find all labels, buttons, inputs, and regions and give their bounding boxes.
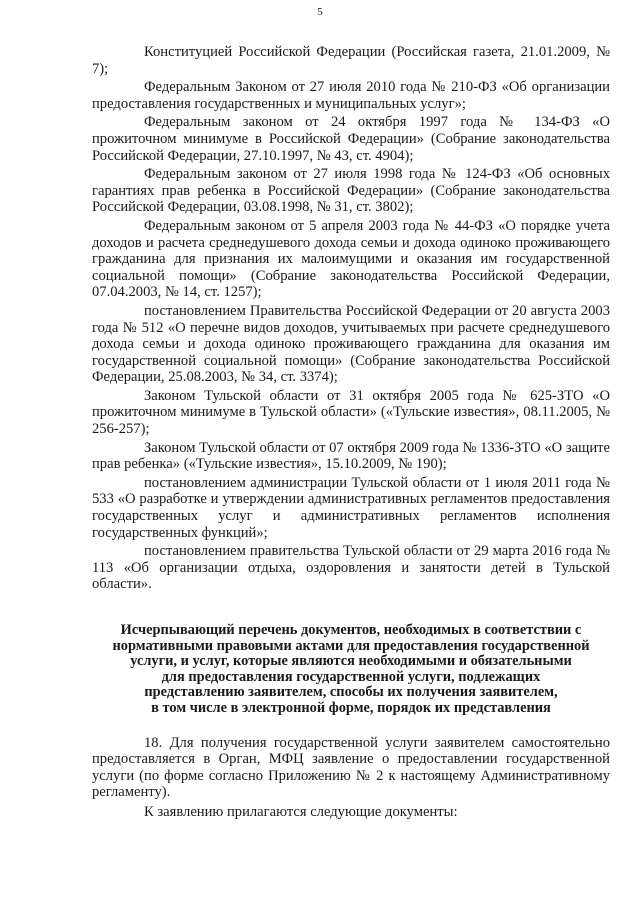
paragraph: постановлением правительства Тульской области от 29 марта 2016 года № 113 «Об организации отдыха, оздоровления и занятости детей в Тульской области».: [92, 543, 610, 593]
heading-line: для предоставления государственной услуги, подлежащих: [161, 668, 541, 685]
paragraph: постановлением Правительства Российской Федерации от 20 августа 2003 года № 512 «О перечне видов доходов, учитываемых при расчете среднедушевого дохода семьи и дохода одиноко проживающего гражданина для оказания им государственной социальной помощи» (Собрание законодательства Российской Федерации, 25.08.2003, № 34, ст. 3374);: [92, 302, 610, 386]
paragraph: Законом Тульской области от 07 октября 2009 года № 1336-ЗТО «О защите прав ребенка» («Тульские известия», 15.10.2009, № 190);: [92, 439, 610, 473]
heading-line: услуги, и услуг, которые являются необходимыми и обязательными: [130, 653, 572, 670]
paragraph: К заявлению прилагаются следующие документы:: [144, 803, 458, 820]
heading-line: в том числе в электронной форме, порядок их представления: [151, 699, 551, 716]
heading-line: нормативными правовыми актами для предоставления государственной: [112, 637, 590, 654]
paragraph: Федеральным Законом от 27 июля 2010 года № 210-ФЗ «Об организации предоставления государственных и муниципальных услуг»;: [92, 79, 610, 112]
page-number: 5: [317, 6, 323, 18]
paragraph: Федеральным законом от 24 октября 1997 года № 134-ФЗ «О прожиточном минимуме в Российской Федерации» (Собрание законодательства Российской Федерации, 27.10.1997, № 43, ст. 4904);: [92, 114, 610, 164]
paragraph: Конституцией Российской Федерации (Российская газета, 21.01.2009, № 7);: [92, 44, 610, 77]
document-body: [92, 44, 610, 824]
paragraph: Федеральным законом от 5 апреля 2003 года № 44-ФЗ «О порядке учета доходов и расчета среднедушевого дохода семьи и дохода одиноко проживающего гражданина для признания их малоимущими и оказания им государственной социальной помощи» (Собрание законодательства Российской Федерации, 07.04.2003, № 14, ст. 1257);: [92, 217, 610, 301]
legal-basis-list: [92, 44, 610, 593]
heading-line: Исчерпывающий перечень документов, необходимых в соответствии с: [120, 622, 582, 638]
heading-line: представлению заявителем, способы их получения заявителем,: [144, 684, 558, 701]
paragraph: Законом Тульской области от 31 октября 2005 года № 625-ЗТО «О прожиточном минимуме в Тульской области» («Тульские известия», 08.11.2005, № 256-257);: [92, 387, 610, 438]
section-heading: [92, 623, 610, 717]
paragraph: постановлением администрации Тульской области от 1 июля 2011 года № 533 «О разработке и утверждении административных регламентов предоставления государственных услуг и административных регламентов исполнения государственных функций»;: [92, 474, 610, 541]
paragraph: Федеральным законом от 27 июля 1998 года № 124-ФЗ «Об основных гарантиях прав ребенка в Российской Федерации» (Собрание законодательства Российской Федерации, 03.08.1998, № 31, ст. 3802);: [92, 166, 610, 216]
section-body: [92, 735, 610, 821]
paragraph: 18. Для получения государственной услуги заявителем самостоятельно предоставляется в Орган, МФЦ заявление о предоставлении государственной услуги (по форме согласно Приложению № 2 к настоящему Административному регламенту).: [92, 734, 610, 801]
